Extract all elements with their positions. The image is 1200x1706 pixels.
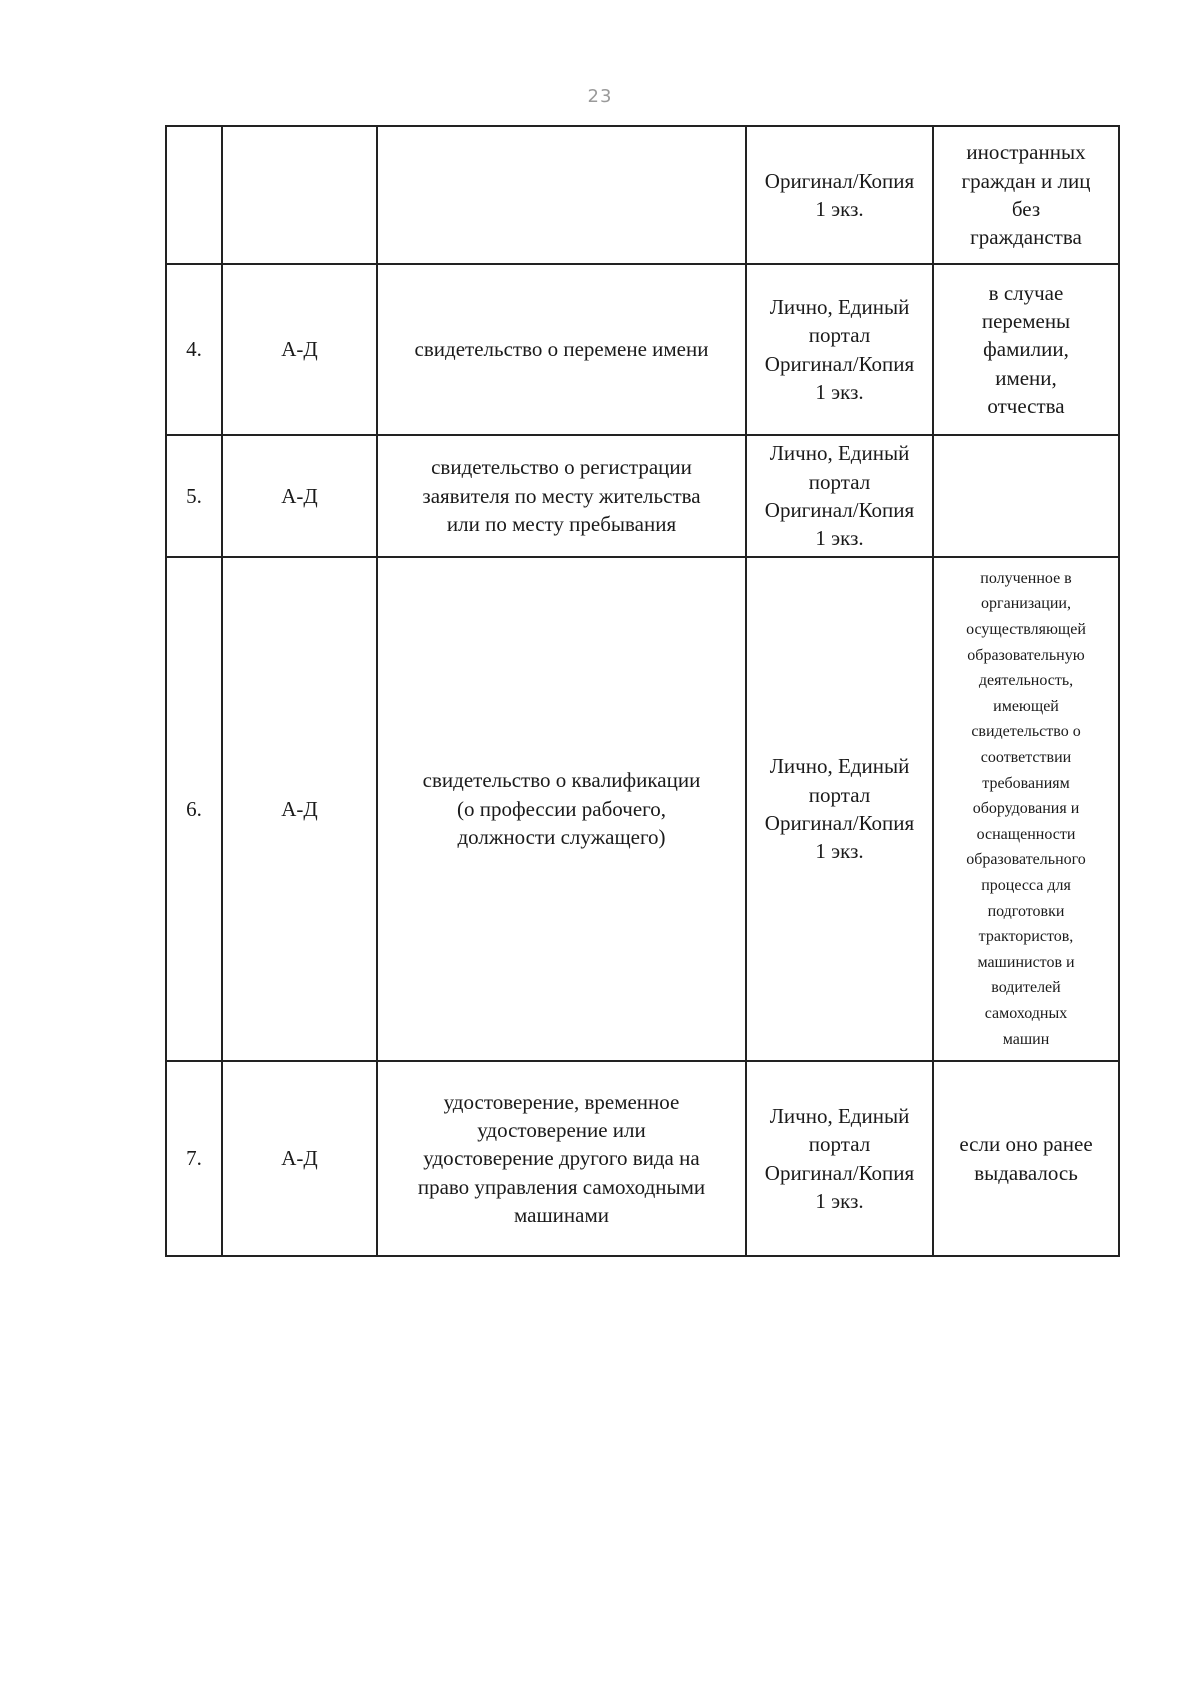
category-cell: А-Д (222, 435, 377, 557)
note-cell: в случае перемены фамилии, имени, отчества (933, 264, 1119, 435)
table-row (166, 557, 1119, 1061)
note-cell: иностранных граждан и лиц без гражданства (933, 126, 1119, 264)
table-row (166, 264, 1119, 435)
row-number-cell: 6. (166, 557, 222, 1061)
category-cell: А-Д (222, 264, 377, 435)
row-number-cell (166, 126, 222, 264)
documents-table (165, 125, 1120, 1257)
submission-form-cell: Оригинал/Копия 1 экз. (746, 126, 933, 264)
document-name-cell: удостоверение, временное удостоверение или удостоверение другого вида на право управления самоходными машинами (377, 1061, 746, 1256)
page-number: 23 (587, 86, 613, 107)
category-cell: А-Д (222, 557, 377, 1061)
note-cell (933, 435, 1119, 557)
table-row (166, 126, 1119, 264)
submission-form-cell: Лично, Единый портал Оригинал/Копия 1 экз. (746, 435, 933, 557)
note-cell: если оно ранее выдавалось (933, 1061, 1119, 1256)
row-number-cell: 5. (166, 435, 222, 557)
document-name-cell: свидетельство о перемене имени (377, 264, 746, 435)
note-cell: полученное в организации, осуществляющей образовательную деятельность, имеющей свидетельство о соответствии требованиям оборудования и оснащенности образовательного процесса для подготовки трактористов, машинистов и водителей самоходных машин (933, 557, 1119, 1061)
submission-form-cell: Лично, Единый портал Оригинал/Копия 1 экз. (746, 1061, 933, 1256)
submission-form-cell: Лично, Единый портал Оригинал/Копия 1 экз. (746, 264, 933, 435)
row-number-cell: 7. (166, 1061, 222, 1256)
document-name-cell: свидетельство о квалификации (о профессии рабочего, должности служащего) (377, 557, 746, 1061)
document-name-cell (377, 126, 746, 264)
category-cell (222, 126, 377, 264)
table-row (166, 435, 1119, 557)
table-row (166, 1061, 1119, 1256)
row-number-cell: 4. (166, 264, 222, 435)
document-name-cell: свидетельство о регистрации заявителя по месту жительства или по месту пребывания (377, 435, 746, 557)
submission-form-cell: Лично, Единый портал Оригинал/Копия 1 экз. (746, 557, 933, 1061)
category-cell: А-Д (222, 1061, 377, 1256)
